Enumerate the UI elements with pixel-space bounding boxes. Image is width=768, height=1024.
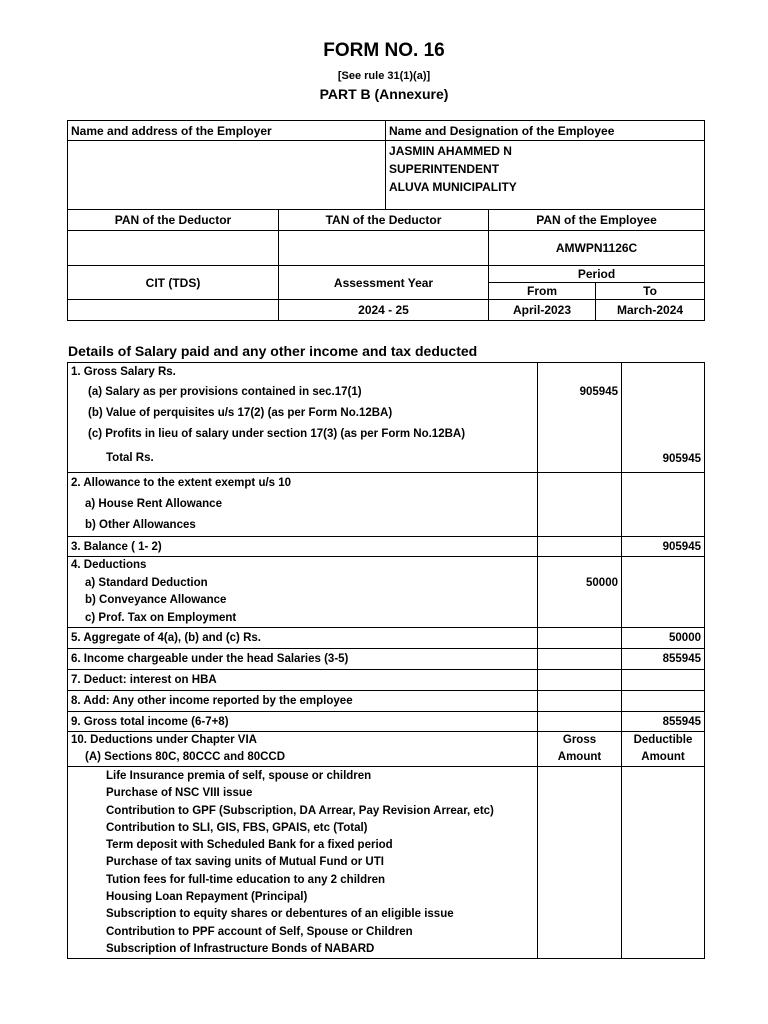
gross-salary-block — [68, 363, 538, 473]
pan-employee-value: AMWPN1126C — [489, 231, 705, 266]
aggregate-gross — [538, 628, 622, 649]
period-label: Period — [489, 266, 705, 283]
salary-table — [67, 362, 705, 959]
deductions-block — [68, 557, 538, 628]
chapter6a-items — [68, 767, 538, 959]
assessment-year-value: 2024 - 25 — [279, 300, 489, 321]
gross-salary-title: 1. Gross Salary Rs. — [71, 366, 176, 378]
employee-details — [386, 141, 705, 210]
cit-label: CIT (TDS) — [68, 266, 279, 300]
employer-label: Name and address of the Employer — [68, 121, 386, 141]
hba-ded — [622, 670, 705, 691]
hba-label: 7. Deduct: interest on HBA — [68, 670, 538, 691]
deductible-amount-header: Deductible Amount — [622, 732, 705, 767]
gross-total-value: 905945 — [622, 363, 705, 473]
aggregate-label: 5. Aggregate of 4(a), (b) and (c) Rs. — [68, 628, 538, 649]
aggregate-value: 50000 — [622, 628, 705, 649]
list-item: Subscription of Infrastructure Bonds of NABARD — [106, 942, 375, 955]
list-item: Term deposit with Scheduled Bank for a fixed period — [106, 839, 393, 852]
list-item: Purchase of tax saving units of Mutual Fund or UTI — [106, 856, 384, 869]
tan-deductor-label: TAN of the Deductor — [279, 210, 489, 231]
gti-value: 855945 — [622, 712, 705, 732]
chapter6a-header — [68, 732, 538, 767]
balance-gross — [538, 537, 622, 557]
deductions-title: 4. Deductions — [71, 559, 147, 571]
pan-deductor-label: PAN of the Deductor — [68, 210, 279, 231]
form-title: FORM NO. 16 — [323, 40, 445, 61]
deductions-ded — [622, 557, 705, 628]
period-to-value: March-2024 — [596, 300, 705, 321]
gross-amount-header: Gross Amount — [538, 732, 622, 767]
other-income-label: 8. Add: Any other income reported by the employee — [68, 691, 538, 712]
chargeable-label: 6. Income chargeable under the head Salaries (3-5) — [68, 649, 538, 670]
period-from-label: From — [489, 283, 596, 300]
total-label: Total Rs. — [106, 452, 154, 464]
chapter6a-sub-a: (A) Sections 80C, 80CCC and 80CCD — [85, 751, 286, 763]
allowance-gross — [538, 473, 622, 537]
period-from-value: April-2023 — [489, 300, 596, 321]
chargeable-value: 855945 — [622, 649, 705, 670]
part-title: PART B (Annexure) — [319, 86, 449, 102]
deduction-conveyance: b) Conveyance Allowance — [85, 594, 227, 606]
employee-name: JASMIN AHAMMED N — [389, 144, 512, 158]
list-item: Subscription to equity shares or debentures of an eligible issue — [106, 908, 454, 921]
allowance-title: 2. Allowance to the extent exempt u/s 10 — [71, 477, 292, 489]
balance-value: 905945 — [622, 537, 705, 557]
allowance-ded — [622, 473, 705, 537]
cit-value — [68, 300, 279, 321]
pan-deductor-value — [68, 231, 279, 266]
allowance-other: b) Other Allowances — [85, 519, 196, 531]
employee-label: Name and Designation of the Employee — [386, 121, 705, 141]
chapter6a-title: 10. Deductions under Chapter VIA — [71, 734, 257, 746]
tan-deductor-value — [279, 231, 489, 266]
chapter6a-gross-col — [538, 767, 622, 959]
list-item: Contribution to SLI, GIS, FBS, GPAIS, etc (Total) — [106, 821, 368, 834]
list-item: Purchase of NSC VIII issue — [106, 787, 253, 800]
chargeable-gross — [538, 649, 622, 670]
list-item: Contribution to GPF (Subscription, DA Arrear, Pay Revision Arrear, etc) — [106, 804, 494, 817]
header-table — [67, 120, 705, 321]
rule-reference: [See rule 31(1)(a)] — [337, 70, 431, 82]
deduction-standard-value: 50000 — [538, 557, 622, 628]
assessment-year-label: Assessment Year — [279, 266, 489, 300]
hba-gross — [538, 670, 622, 691]
chapter6a-ded-col — [622, 767, 705, 959]
pan-employee-label: PAN of the Employee — [489, 210, 705, 231]
list-item: Housing Loan Repayment (Principal) — [106, 891, 308, 904]
gti-label: 9. Gross total income (6-7+8) — [68, 712, 538, 732]
list-item: Tution fees for full-time education to any 2 children — [106, 873, 386, 886]
deduction-standard: a) Standard Deduction — [85, 576, 208, 589]
allowance-hra: a) House Rent Allowance — [85, 498, 222, 510]
balance-label: 3. Balance ( 1- 2) — [68, 537, 538, 557]
gti-gross — [538, 712, 622, 732]
gross-salary-b: (b) Value of perquisites u/s 17(2) (as per Form No.12BA) — [88, 407, 393, 419]
other-income-gross — [538, 691, 622, 712]
list-item: Life Insurance premia of self, spouse or children — [106, 770, 372, 782]
employee-office: ALUVA MUNICIPALITY — [389, 180, 517, 194]
details-title: Details of Salary paid and any other income and tax deducted — [68, 343, 478, 359]
allowance-block — [68, 473, 538, 537]
deduction-prof-tax: c) Prof. Tax on Employment — [85, 611, 237, 624]
list-item: Contribution to PPF account of Self, Spouse or Children — [106, 925, 413, 938]
other-income-ded — [622, 691, 705, 712]
employer-value — [68, 141, 386, 210]
gross-salary-c: (c) Profits in lieu of salary under section 17(3) (as per Form No.12BA) — [88, 428, 466, 440]
employee-designation: SUPERINTENDENT — [389, 162, 500, 176]
gross-salary-a-value: 905945 — [538, 363, 622, 473]
period-to-label: To — [596, 283, 705, 300]
gross-salary-a: (a) Salary as per provisions contained in sec.17(1) — [88, 386, 362, 398]
